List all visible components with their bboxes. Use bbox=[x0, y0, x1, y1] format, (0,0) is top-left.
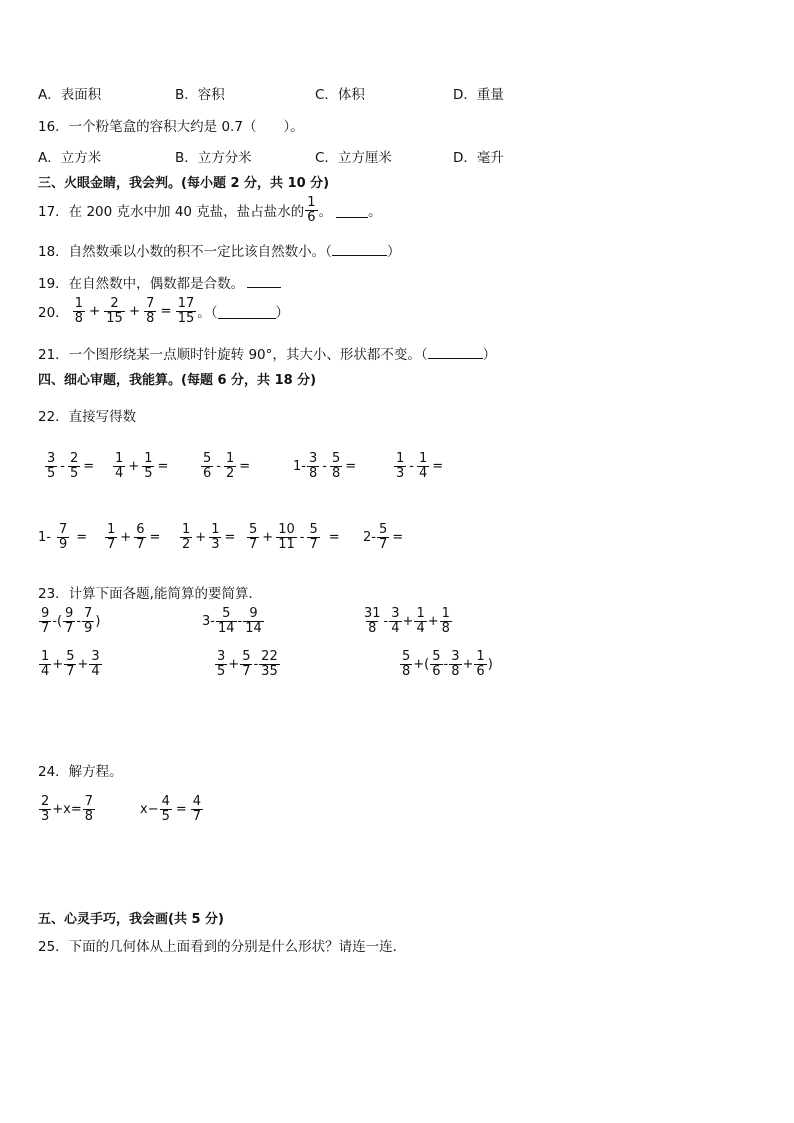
q22-r1-e2: $\frac{1}{4}$ + $\frac{1}{5}$ = bbox=[115, 451, 169, 481]
q23-r2c3: $\frac{5}{8}$ +( $\frac{5}{6}$ - $\frac{3}{8}$ + $\frac{1}{6}$ ) bbox=[402, 649, 493, 679]
q22-r2-e4: $\frac{5}{7}$ + $\frac{10}{11}$ - $\frac{5}{7}$ = bbox=[249, 522, 340, 552]
section-4-title: 四、细心审题，我能算。(每题 6 分，共 18 分) bbox=[38, 373, 317, 388]
q22-r2-e1: 1- $\frac{7}{9}$ = bbox=[38, 522, 88, 552]
q22-r1-e4: 1- $\frac{3}{8}$ - $\frac{5}{8}$ = bbox=[293, 451, 357, 481]
q19-answer-blank[interactable] bbox=[247, 273, 281, 288]
q23-text: 23．计算下面各题,能简算的要简算． bbox=[38, 586, 262, 602]
q16-option-d: D．毫升 bbox=[453, 150, 504, 166]
q22-r2-e3: $\frac{1}{2}$ + $\frac{1}{3}$ = bbox=[182, 522, 236, 552]
q22-r1-e1: $\frac{3}{5}$ - $\frac{2}{5}$ = bbox=[47, 451, 95, 481]
q20-answer-blank[interactable] bbox=[218, 304, 276, 319]
q22-text: 22．直接写得数 bbox=[38, 409, 137, 425]
q15-option-a: A．表面积 bbox=[38, 87, 102, 103]
section-5-title: 五、心灵手巧，我会画(共 5 分) bbox=[38, 912, 224, 927]
q25-text: 25．下面的几何体从上面看到的分别是什么形状？请连一连． bbox=[38, 939, 407, 955]
q16-option-b: B．立方分米 bbox=[175, 150, 252, 166]
q23-r1c1: $\frac{9}{7}$ -( $\frac{9}{7}$ - $\frac{7}{9}$ ) bbox=[41, 606, 101, 636]
q15-option-c: C．体积 bbox=[315, 87, 365, 103]
q17-fraction: $\frac{1}{6}$ bbox=[307, 195, 316, 225]
q22-r2-e2: $\frac{1}{7}$ + $\frac{6}{7}$ = bbox=[107, 522, 161, 552]
q23-r1c2: 3- $\frac{5}{14}$ - $\frac{9}{14}$ bbox=[202, 606, 262, 636]
q18-answer-blank[interactable] bbox=[332, 241, 387, 256]
q17-answer-blank[interactable] bbox=[336, 203, 368, 218]
q16-option-c: C．立方厘米 bbox=[315, 150, 392, 166]
q22-r1-e5: $\frac{1}{3}$ - $\frac{1}{4}$ = bbox=[396, 451, 444, 481]
q21-answer-blank[interactable] bbox=[428, 344, 483, 359]
q15-option-d: D．重量 bbox=[453, 87, 504, 103]
q18: 18．自然数乘以小数的积不一定比该自然数小。（ ） bbox=[38, 240, 400, 260]
q24-equation-2: x− $\frac{4}{5}$ = $\frac{4}{7}$ bbox=[140, 794, 202, 824]
q19: 19．在自然数中，偶数都是合数。 bbox=[38, 272, 281, 292]
q15-option-b: B．容积 bbox=[175, 87, 225, 103]
q20: 20． $\frac{1}{8}$ + $\frac{2}{15}$ + $\frac{7}{8}$ = $\frac{17}{15}$ 。（ ） bbox=[38, 296, 290, 326]
q24-equation-1: $\frac{2}{3}$ +x= $\frac{7}{8}$ bbox=[41, 794, 94, 824]
q17: 17．在 200 克水中加 40 克盐，盐占盐水的 $\frac{1}{6}$ 。 。 bbox=[38, 195, 382, 225]
section-3-title: 三、火眼金睛，我会判。(每小题 2 分，共 10 分) bbox=[38, 176, 330, 191]
q23-r2c2: $\frac{3}{5}$ + $\frac{5}{7}$ - $\frac{22}{35}$ bbox=[217, 649, 278, 679]
q16-option-a: A．立方米 bbox=[38, 150, 102, 166]
q23-r1c3: $\frac{31}{8}$ - $\frac{3}{4}$ + $\frac{1}{4}$ + $\frac{1}{8}$ bbox=[364, 606, 450, 636]
q22-r2-e5: 2- $\frac{5}{7}$ = bbox=[363, 522, 404, 552]
q23-r2c1: $\frac{1}{4}$ + $\frac{5}{7}$ + $\frac{3}{4}$ bbox=[41, 649, 100, 679]
q21: 21．一个图形绕某一点顺时针旋转 90°，其大小、形状都不变。（ ） bbox=[38, 343, 496, 363]
q24-text: 24．解方程。 bbox=[38, 764, 123, 780]
q22-r1-e3: $\frac{5}{6}$ - $\frac{1}{2}$ = bbox=[203, 451, 251, 481]
q17-text: 17．在 200 克水中加 40 克盐，盐占盐水的 bbox=[38, 204, 305, 221]
q16-text: 16．一个粉笔盒的容积大约是 0.7（ ）。 bbox=[38, 119, 304, 135]
